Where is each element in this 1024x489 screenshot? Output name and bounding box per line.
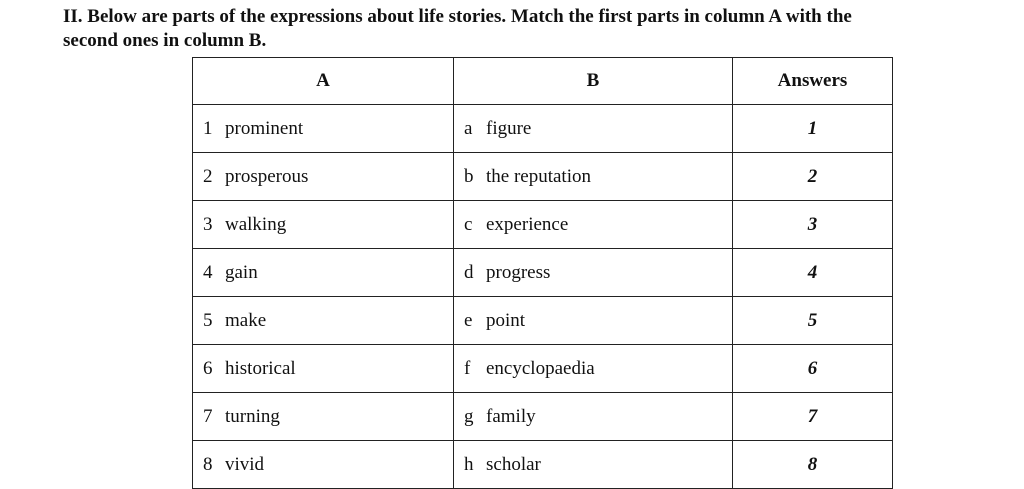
item-number: 6 (203, 357, 213, 379)
column-b-header: B (454, 58, 733, 105)
column-b-cell (454, 201, 733, 249)
column-a-cell (193, 153, 454, 201)
table-row (193, 105, 893, 153)
table-row (193, 201, 893, 249)
item-letter: d (464, 261, 474, 283)
item-number: 7 (203, 405, 213, 427)
table-row (193, 345, 893, 393)
column-a-cell (193, 441, 454, 489)
column-a-cell (193, 393, 454, 441)
table-row (193, 393, 893, 441)
item-letter: c (464, 213, 473, 235)
item-number: 4 (203, 261, 213, 283)
item-text: walking (225, 213, 287, 235)
column-b-cell (454, 249, 733, 297)
item-number: 1 (203, 117, 213, 139)
item-letter: e (464, 309, 473, 331)
item-text: experience (486, 213, 569, 235)
item-number: 8 (203, 453, 213, 475)
item-letter: a (464, 117, 473, 139)
item-text: vivid (225, 453, 265, 475)
item-letter: b (464, 165, 474, 187)
instruction-line-1: II. Below are parts of the expressions about life stories. Match the first parts in column A with the (63, 6, 852, 27)
answer-cell[interactable]: 3 (733, 201, 893, 249)
column-a-cell (193, 345, 454, 393)
item-text: prosperous (225, 165, 309, 187)
answer-cell[interactable]: 4 (733, 249, 893, 297)
table-row (193, 153, 893, 201)
item-letter: h (464, 453, 474, 475)
item-letter: g (464, 405, 474, 427)
table-row (193, 441, 893, 489)
item-letter: f (464, 357, 471, 379)
instruction-line-2: second ones in column B. (63, 30, 267, 51)
item-text: gain (225, 261, 258, 283)
column-a-cell (193, 201, 454, 249)
table-row (193, 297, 893, 345)
item-text: the reputation (486, 165, 591, 187)
item-text: prominent (225, 117, 304, 139)
column-b-cell (454, 153, 733, 201)
column-a-cell (193, 105, 454, 153)
answer-cell[interactable]: 1 (733, 105, 893, 153)
column-a-cell (193, 297, 454, 345)
column-b-cell (454, 345, 733, 393)
item-text: historical (225, 357, 296, 379)
item-text: family (486, 405, 536, 427)
exercise-instruction (63, 5, 1013, 53)
item-text: encyclopaedia (486, 357, 595, 379)
item-number: 3 (203, 213, 213, 235)
item-text: turning (225, 405, 280, 427)
answer-cell[interactable]: 2 (733, 153, 893, 201)
matching-table (192, 57, 893, 489)
answer-cell[interactable]: 6 (733, 345, 893, 393)
answer-cell[interactable]: 8 (733, 441, 893, 489)
item-text: scholar (486, 453, 541, 475)
column-b-cell (454, 393, 733, 441)
column-a-header: A (193, 58, 454, 105)
column-a-cell (193, 249, 454, 297)
item-number: 2 (203, 165, 213, 187)
item-text: make (225, 309, 267, 331)
column-b-cell (454, 105, 733, 153)
table-header-row (193, 58, 893, 105)
item-text: point (486, 309, 526, 331)
previous-text-remnant (0, 0, 1024, 2)
item-number: 5 (203, 309, 213, 331)
table-row (193, 249, 893, 297)
item-text: progress (486, 261, 551, 283)
answer-cell[interactable]: 5 (733, 297, 893, 345)
column-b-cell (454, 441, 733, 489)
answer-cell[interactable]: 7 (733, 393, 893, 441)
column-b-cell (454, 297, 733, 345)
answers-column-header: Answers (733, 58, 893, 105)
item-text: figure (486, 117, 532, 139)
